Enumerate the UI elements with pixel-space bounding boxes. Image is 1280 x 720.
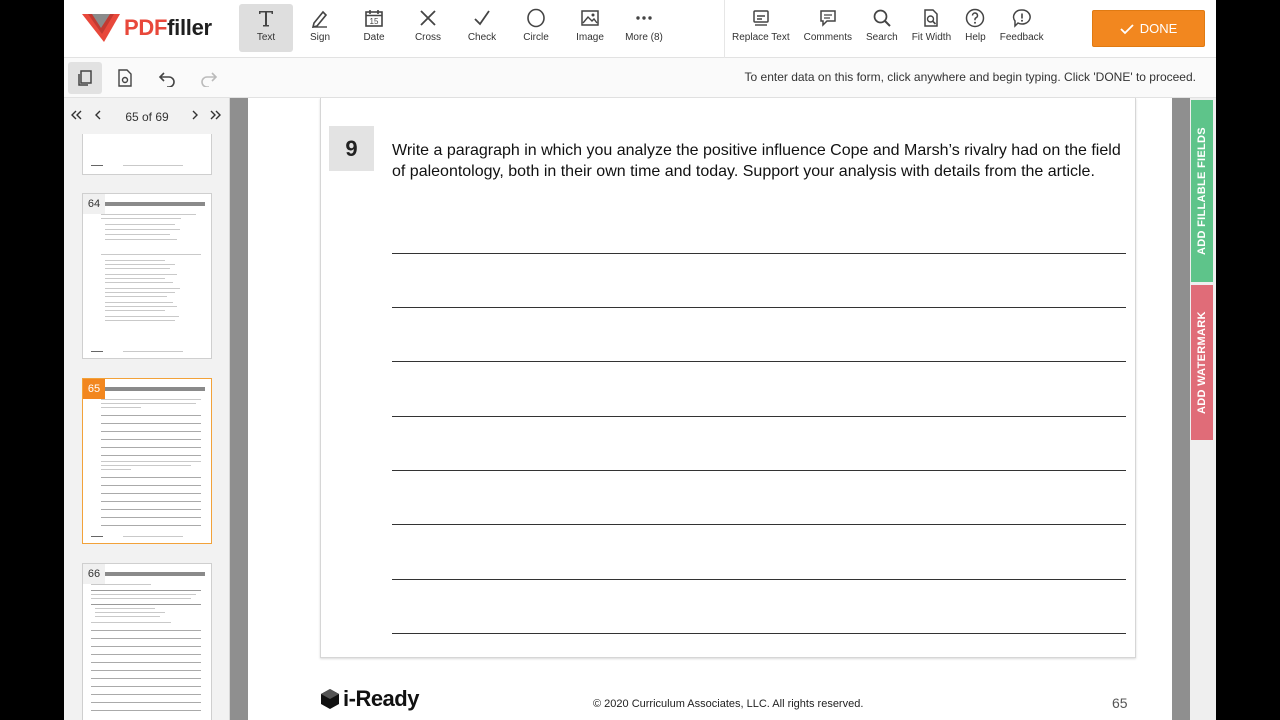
document-page[interactable]	[248, 98, 1172, 720]
add-watermark-label: ADD WATERMARK	[1196, 311, 1208, 414]
thumbnail-page-number: 66	[83, 564, 105, 584]
answer-line[interactable]	[392, 253, 1126, 254]
iready-cube-icon	[320, 688, 340, 710]
redo-button[interactable]	[192, 62, 226, 94]
tool-cross-label: Cross	[414, 32, 442, 43]
tool-cross[interactable]	[401, 4, 455, 52]
tool-check-label: Check	[467, 32, 497, 43]
question-text: Write a paragraph in which you analyze the positive influence Cope and Marsh’s rivalry had on the field of paleontology, both in their own time and today. Support your analysis with details from the article.	[392, 142, 1121, 180]
hint-text: To enter data on this form, click anywhere and begin typing. Click 'DONE' to proceed.	[744, 70, 1196, 84]
tool-help[interactable]	[958, 4, 993, 52]
page-number: 65	[1112, 695, 1128, 711]
tool-sign-label: Sign	[309, 32, 330, 43]
circle-icon	[526, 8, 546, 28]
pages-icon	[76, 69, 94, 87]
page-counter: 65 of 69	[125, 110, 169, 124]
page-thumbnail-63[interactable]	[82, 128, 212, 175]
thumbnail-page-number: 65	[83, 379, 105, 399]
tool-sign[interactable]	[293, 4, 347, 52]
svg-text:15: 15	[369, 17, 379, 26]
document-gear-icon	[116, 69, 134, 87]
right-gutter	[1172, 98, 1190, 720]
answer-line[interactable]	[392, 416, 1126, 417]
add-fillable-fields-tab[interactable]	[1191, 100, 1213, 282]
answer-line[interactable]	[392, 307, 1126, 308]
answer-line[interactable]	[392, 633, 1126, 634]
feedback-icon	[1012, 8, 1032, 28]
done-button[interactable]	[1092, 10, 1205, 47]
check-icon	[472, 8, 492, 28]
redo-icon	[200, 69, 218, 87]
chevron-right-icon	[191, 110, 199, 120]
tool-date-label: Date	[363, 32, 385, 43]
last-page-button[interactable]	[209, 108, 223, 122]
sign-icon	[310, 8, 330, 28]
date-icon	[364, 8, 384, 28]
tool-fit-width[interactable]	[905, 4, 958, 52]
tool-image[interactable]	[563, 4, 617, 52]
comments-icon	[818, 8, 838, 28]
logo-text: PDFfiller	[124, 15, 212, 40]
editing-tools	[239, 0, 671, 58]
page-thumbnails-panel	[64, 98, 230, 720]
help-icon	[965, 8, 985, 28]
replace-text-icon	[751, 8, 771, 28]
undo-button[interactable]	[150, 62, 184, 94]
tool-comments[interactable]	[797, 4, 859, 52]
tool-search-label: Search	[866, 32, 898, 43]
search-icon	[872, 8, 892, 28]
next-page-button[interactable]	[188, 108, 202, 122]
tool-date[interactable]	[347, 4, 401, 52]
tool-more[interactable]	[617, 4, 671, 52]
tool-circle[interactable]	[509, 4, 563, 52]
thumbnail-page-number: 64	[83, 194, 105, 214]
answer-line[interactable]	[392, 361, 1126, 362]
pages-panel-button[interactable]	[68, 62, 102, 94]
page-thumbnail-64[interactable]	[82, 193, 212, 359]
top-toolbar	[64, 0, 1216, 58]
question-number: 9	[329, 126, 374, 171]
side-tabs	[1190, 98, 1216, 720]
page-navigator	[64, 98, 230, 134]
answer-line[interactable]	[392, 579, 1126, 580]
tool-fit-width-label: Fit Width	[911, 32, 952, 43]
tool-image-label: Image	[576, 32, 604, 43]
left-gutter	[230, 98, 248, 720]
image-icon	[580, 8, 600, 28]
copyright-text: © 2020 Curriculum Associates, LLC. All rights reserved.	[593, 698, 864, 710]
pdffiller-logo-icon	[82, 12, 120, 44]
answer-line[interactable]	[392, 524, 1126, 525]
page-thumbnail-66[interactable]	[82, 563, 212, 720]
document-settings-button[interactable]	[108, 62, 142, 94]
double-chevron-right-icon	[210, 110, 222, 120]
tool-check[interactable]	[455, 4, 509, 52]
tool-feedback-label: Feedback	[999, 32, 1044, 43]
add-fillable-fields-label: ADD FILLABLE FIELDS	[1196, 127, 1208, 255]
pdffiller-app	[64, 0, 1216, 720]
undo-icon	[158, 69, 176, 87]
add-watermark-tab[interactable]	[1191, 285, 1213, 440]
text-icon	[256, 8, 276, 28]
tool-more-label: More (8)	[625, 32, 663, 43]
tool-comments-label: Comments	[803, 32, 852, 43]
tool-feedback[interactable]	[993, 4, 1051, 52]
tool-circle-label: Circle	[523, 32, 549, 43]
utility-tools	[724, 0, 1051, 58]
check-icon	[1120, 23, 1134, 35]
secondary-toolbar	[64, 58, 1216, 98]
fit-width-icon	[921, 8, 941, 28]
pdffiller-logo[interactable]	[82, 12, 212, 44]
more-icon	[634, 8, 654, 28]
answer-line[interactable]	[392, 470, 1126, 471]
done-button-label: DONE	[1139, 21, 1178, 36]
tool-replace-text-label: Replace Text	[732, 32, 790, 43]
document-viewport[interactable]	[230, 98, 1190, 720]
page-thumbnail-65[interactable]	[82, 378, 212, 544]
tool-search[interactable]	[859, 4, 905, 52]
tool-text[interactable]	[239, 4, 293, 52]
cross-icon	[418, 8, 438, 28]
question-box[interactable]	[320, 98, 1136, 658]
tool-help-label: Help	[965, 32, 986, 43]
tool-text-label: Text	[256, 32, 276, 43]
tool-replace-text[interactable]	[725, 4, 797, 52]
iready-logo: i-Ready	[320, 686, 419, 712]
